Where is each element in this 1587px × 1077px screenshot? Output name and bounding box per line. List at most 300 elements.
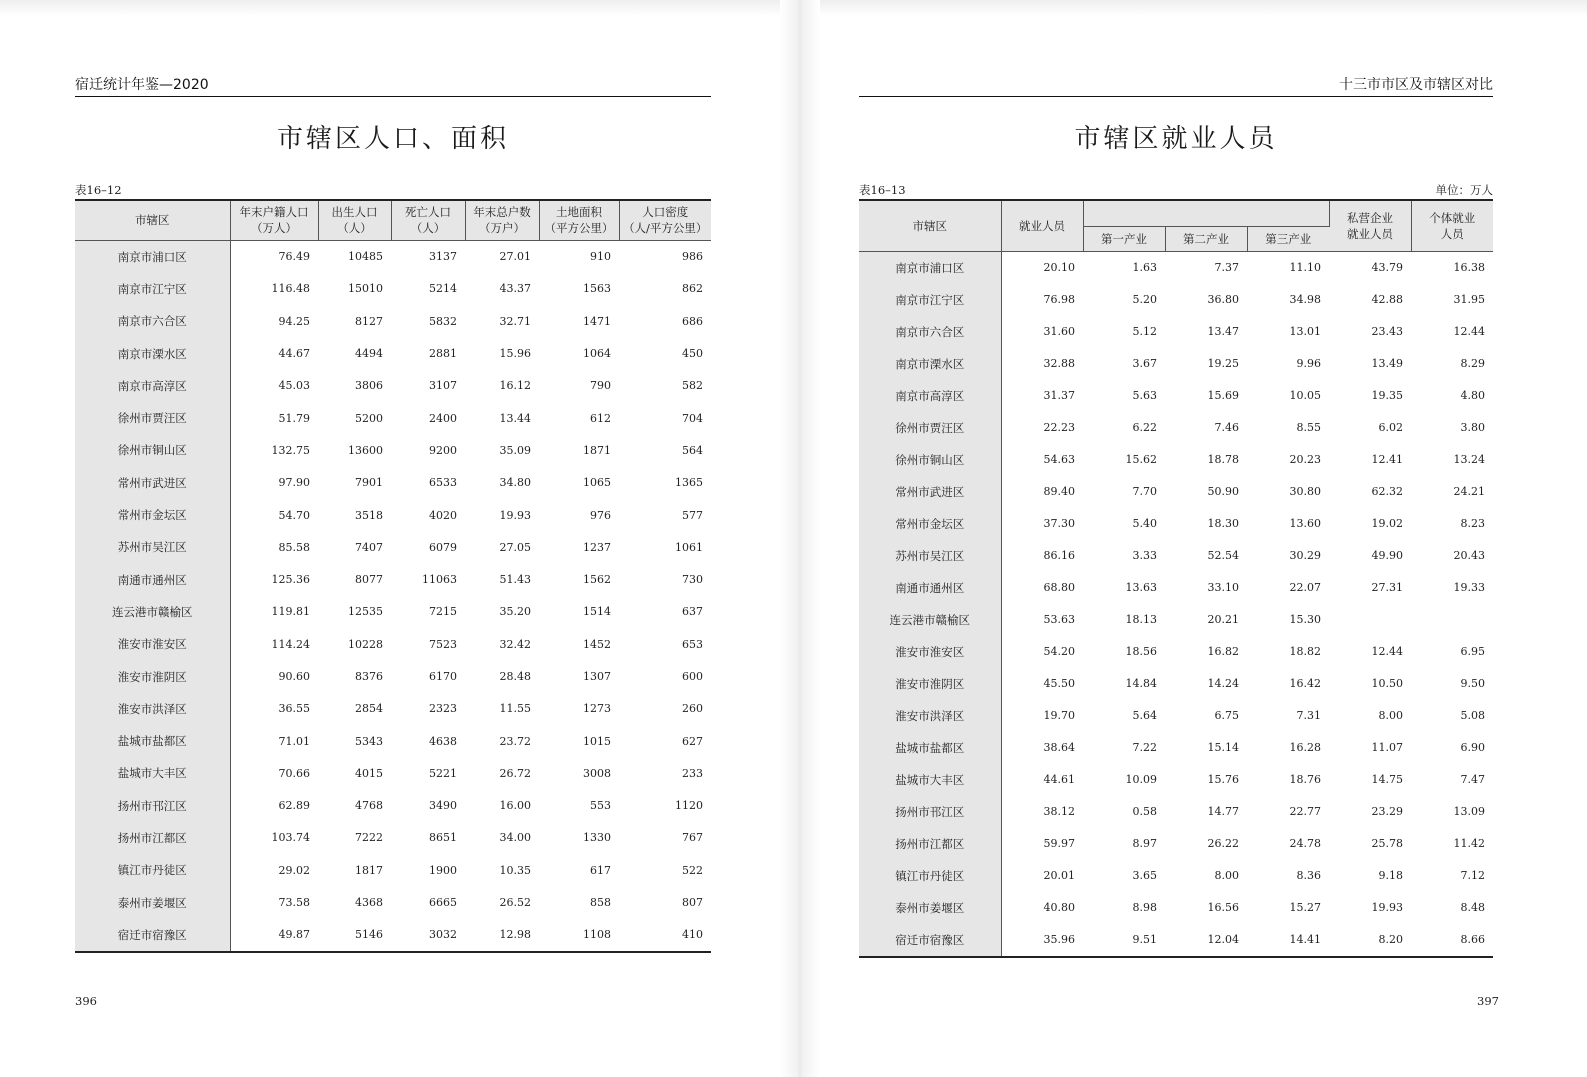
value-cell: 43.79 [1371,261,1403,274]
value-cell: 16.12 [499,379,531,393]
header-cell [465,200,539,240]
value-cell: 27.01 [499,250,531,264]
value-cell: 3.65 [1132,869,1157,882]
district-cell: 盐城市盐都区 [859,732,1001,764]
value-cell: 30.80 [1289,485,1321,498]
value-cell: 6.90 [1460,741,1485,754]
value-cell: 59.97 [1043,837,1075,850]
value-cell: 8.97 [1132,837,1157,850]
value-cell: 14.24 [1207,677,1239,690]
table-row [859,604,1493,636]
value-cell: 19.02 [1371,517,1403,530]
value-cell: 5343 [355,734,383,748]
value-cell: 3137 [429,250,457,264]
value-cell: 7.37 [1214,261,1239,274]
value-cell: 36.55 [278,702,310,716]
district-cell: 徐州市铜山区 [859,444,1001,476]
value-cell: 1307 [583,670,611,683]
district-cell: 淮安市淮阴区 [859,668,1001,700]
value-cell: 116.48 [271,282,310,296]
page-number: 396 [75,994,97,1008]
district-cell: 南京市江宁区 [75,273,230,305]
value-cell: 51.43 [499,573,531,587]
value-cell: 6665 [429,896,457,910]
value-cell: 14.84 [1125,677,1157,690]
district-cell: 南京市高淳区 [75,370,230,402]
table-row [75,822,711,854]
district-cell: 淮安市淮安区 [859,636,1001,668]
value-cell: 1015 [583,734,611,748]
value-cell: 38.12 [1043,805,1075,818]
header-primary: 第一产业 [1083,226,1165,251]
value-cell: 68.80 [1043,581,1075,594]
value-cell: 9200 [429,443,457,457]
district-cell: 徐州市贾汪区 [859,412,1001,444]
district-cell: 南京市高淳区 [859,380,1001,412]
district-cell: 苏州市吴江区 [75,531,230,563]
value-cell: 97.90 [278,476,310,490]
value-cell: 11.10 [1289,261,1321,274]
value-cell: 233 [682,766,703,780]
value-cell: 19.35 [1371,389,1403,402]
district-cell: 泰州市姜堰区 [75,886,230,918]
value-cell: 1061 [675,540,703,554]
table-row [859,892,1493,924]
table-row [75,660,711,692]
header-line: 市辖区 [135,213,170,228]
value-cell: 30.29 [1289,549,1321,562]
value-cell: 1562 [583,573,611,587]
value-cell: 13.47 [1207,325,1239,338]
value-cell: 52.54 [1207,549,1239,562]
value-cell: 9.96 [1296,357,1321,370]
value-cell: 260 [682,702,703,716]
value-cell: 36.80 [1207,293,1239,306]
header-line: （人） [337,221,372,236]
value-cell: 7407 [355,540,383,554]
value-cell: 4638 [429,734,457,748]
table-row [75,467,711,499]
value-cell: 19.93 [1371,901,1403,914]
value-cell: 32.88 [1043,357,1075,370]
value-cell: 34.80 [499,476,531,490]
value-cell: 5.63 [1132,389,1157,402]
value-cell: 8.20 [1378,933,1403,946]
header-secondary: 第二产业 [1165,226,1247,251]
value-cell: 730 [682,573,703,587]
table-row [75,305,711,337]
district-cell: 连云港市赣榆区 [859,604,1001,636]
value-cell: 132.75 [271,443,310,457]
value-cell: 23.72 [499,734,531,748]
value-cell: 103.74 [271,831,310,845]
value-cell: 24.21 [1453,485,1485,498]
header-line: （平方公里） [544,221,614,236]
value-cell: 45.03 [278,379,310,393]
value-cell: 11.55 [499,702,531,716]
value-cell: 6170 [429,670,457,683]
value-cell: 6.75 [1214,709,1239,722]
table-row [75,273,711,305]
value-cell: 20.21 [1207,613,1239,626]
value-cell: 790 [590,379,611,393]
table-row [75,499,711,531]
district-cell: 徐州市贾汪区 [75,402,230,434]
value-cell: 1563 [583,282,611,296]
value-cell: 5.40 [1132,517,1157,530]
table-row [859,348,1493,380]
header-line: （人） [410,221,446,236]
value-cell: 9.51 [1132,933,1157,946]
header-district: 市辖区 [859,200,1001,251]
value-cell: 18.13 [1125,613,1157,626]
value-cell: 24.78 [1289,837,1321,850]
value-cell: 40.80 [1043,901,1075,914]
value-cell: 5146 [355,928,383,942]
header-line: 个体就业 [1429,210,1476,225]
table-number: 表16–12 [75,183,122,197]
value-cell: 6.95 [1460,645,1485,658]
value-cell: 564 [682,443,703,457]
value-cell: 12535 [348,605,383,619]
district-cell: 宿迁市宿豫区 [859,924,1001,957]
header-cell [75,200,230,240]
value-cell: 31.60 [1043,325,1075,338]
value-cell [1329,604,1411,636]
value-cell: 19.93 [499,508,531,522]
value-cell: 7.70 [1132,485,1157,498]
value-cell: 51.79 [278,411,310,425]
value-cell: 71.01 [278,734,310,748]
value-cell: 13.09 [1453,805,1485,818]
value-cell: 0.58 [1132,805,1157,818]
header-line: 土地面积 [556,205,602,220]
value-cell: 18.82 [1289,645,1321,658]
value-cell: 19.25 [1207,357,1239,370]
table-row [75,402,711,434]
value-cell: 9.18 [1378,869,1403,882]
header-line: 私营企业 [1347,210,1393,225]
value-cell: 1120 [675,799,703,813]
value-cell: 62.32 [1371,485,1403,498]
table-row [859,636,1493,668]
value-cell: 6.22 [1132,421,1157,434]
value-cell: 15.76 [1207,773,1239,786]
table-row [859,316,1493,348]
table-header-row [859,200,1493,226]
district-cell: 南京市浦口区 [859,251,1001,284]
value-cell: 19.70 [1043,709,1075,722]
district-cell: 淮安市洪泽区 [75,693,230,725]
value-cell: 1064 [583,347,611,361]
value-cell: 31.37 [1043,389,1075,402]
header-line: 年末户籍人口 [239,205,309,220]
value-cell: 20.23 [1289,453,1321,466]
value-cell: 2400 [429,411,457,425]
value-cell: 8.00 [1214,869,1239,882]
table-row [859,700,1493,732]
value-cell: 15.30 [1289,613,1321,626]
value-cell: 522 [682,863,703,877]
value-cell: 12.98 [499,928,531,942]
value-cell: 18.30 [1207,517,1239,530]
value-cell: 90.60 [278,670,310,683]
value-cell: 10485 [348,250,383,264]
value-cell: 7215 [429,605,457,619]
table-row [859,796,1493,828]
table-row [859,444,1493,476]
value-cell: 3.33 [1132,549,1157,562]
value-cell: 28.48 [499,670,531,683]
value-cell: 15.69 [1207,389,1239,402]
value-cell: 1514 [583,605,611,619]
district-cell: 苏州市吴江区 [859,540,1001,572]
value-cell: 553 [590,799,611,813]
value-cell: 16.56 [1207,901,1239,914]
value-cell: 26.52 [499,896,531,910]
value-cell: 3008 [583,766,611,780]
header-line: 人口密度 [642,205,689,220]
value-cell: 38.64 [1043,741,1075,754]
value-cell: 33.10 [1207,581,1239,594]
value-cell: 686 [682,314,703,328]
value-cell: 54.63 [1043,453,1075,466]
value-cell: 7.12 [1460,869,1485,882]
table-row [859,828,1493,860]
table-row [859,732,1493,764]
value-cell: 627 [682,734,703,748]
value-cell: 5.08 [1460,709,1485,722]
value-cell: 3806 [355,379,383,393]
value-cell: 19.33 [1453,581,1485,594]
value-cell: 2323 [429,702,457,716]
value-cell: 62.89 [278,799,310,813]
table-row [75,790,711,822]
value-cell: 704 [682,411,703,425]
district-cell: 南京市六合区 [75,305,230,337]
value-cell: 1471 [583,314,611,328]
page-title: 市辖区人口、面积 [276,124,509,154]
value-cell: 12.04 [1207,933,1239,946]
value-cell: 16.00 [499,799,531,813]
header-cell [318,200,391,240]
district-cell: 盐城市盐都区 [75,725,230,757]
table-row [75,596,711,628]
district-cell: 泰州市姜堰区 [859,892,1001,924]
value-cell: 8.00 [1378,709,1403,722]
value-cell: 6079 [429,540,457,554]
value-cell: 8127 [355,314,383,328]
header-line: 死亡人口 [405,205,451,220]
district-cell: 淮安市淮阴区 [75,660,230,692]
table-row [75,337,711,369]
district-cell: 盐城市大丰区 [859,764,1001,796]
value-cell: 8.98 [1132,901,1157,914]
value-cell: 43.37 [499,282,531,296]
value-cell: 862 [682,282,703,296]
district-cell: 南京市浦口区 [75,240,230,273]
value-cell: 910 [590,250,611,264]
value-cell: 26.22 [1207,837,1239,850]
district-cell: 淮安市洪泽区 [859,700,1001,732]
value-cell: 16.82 [1207,645,1239,658]
header-cell [619,200,711,240]
table-row [859,572,1493,604]
value-cell: 5214 [429,282,457,296]
value-cell: 8.55 [1296,421,1321,434]
value-cell: 612 [590,411,611,425]
value-cell: 7.22 [1132,741,1157,754]
value-cell: 14.77 [1207,805,1239,818]
value-cell: 23.43 [1371,325,1403,338]
value-cell: 13.44 [499,411,531,425]
table-row [75,628,711,660]
value-cell: 49.90 [1371,549,1403,562]
value-cell: 8.29 [1460,357,1485,370]
value-cell: 22.07 [1289,581,1321,594]
value-cell: 1452 [583,637,611,651]
table-row [859,284,1493,316]
value-cell: 20.10 [1043,261,1075,274]
value-cell: 13.60 [1289,517,1321,530]
value-cell: 858 [590,896,611,910]
header-line: （万户） [479,221,525,236]
value-cell: 76.49 [278,250,310,264]
header-cell [539,200,619,240]
district-cell: 常州市武进区 [859,476,1001,508]
table-row [859,860,1493,892]
value-cell: 617 [590,863,611,877]
value-cell: 10.09 [1125,773,1157,786]
value-cell: 14.41 [1289,933,1321,946]
district-cell: 镇江市丹徒区 [859,860,1001,892]
table-row [75,725,711,757]
value-cell: 15.14 [1207,741,1239,754]
table-row [859,668,1493,700]
table-row [75,563,711,595]
value-cell: 1237 [583,540,611,554]
value-cell: 119.81 [271,605,310,619]
table-row [75,886,711,918]
value-cell: 94.25 [278,314,310,328]
header-cell [230,200,318,240]
value-cell: 8.23 [1460,517,1485,530]
value-cell: 85.58 [278,540,310,554]
district-cell: 淮安市淮安区 [75,628,230,660]
value-cell: 3032 [429,928,457,942]
value-cell: 6.02 [1378,421,1403,434]
value-cell: 49.87 [278,928,310,942]
value-cell: 1900 [429,863,457,877]
value-cell: 9.50 [1460,677,1485,690]
value-cell: 7901 [355,476,383,490]
value-cell: 32.71 [499,314,531,328]
value-cell: 3490 [429,799,457,813]
value-cell: 1871 [583,443,611,457]
value-cell: 23.29 [1371,805,1403,818]
value-cell: 54.70 [278,508,310,522]
value-cell: 45.50 [1043,677,1075,690]
value-cell: 1817 [355,863,383,877]
value-cell: 27.31 [1371,581,1403,594]
value-cell: 1108 [583,928,611,942]
value-cell: 13.24 [1453,453,1485,466]
value-cell: 44.61 [1043,773,1075,786]
district-cell: 盐城市大丰区 [75,757,230,789]
district-cell: 常州市武进区 [75,467,230,499]
value-cell: 8.66 [1460,933,1485,946]
value-cell: 10.35 [499,863,531,877]
value-cell: 7.46 [1214,421,1239,434]
value-cell: 986 [682,250,703,264]
value-cell: 582 [682,379,703,393]
value-cell: 32.42 [499,637,531,651]
value-cell: 6533 [429,476,457,490]
right-page [797,0,1587,1077]
value-cell: 70.66 [278,766,310,780]
value-cell: 10228 [348,637,383,651]
value-cell: 13600 [348,443,383,457]
value-cell: 54.20 [1043,645,1075,658]
table-row [859,764,1493,796]
value-cell: 8376 [355,670,383,683]
value-cell: 3.67 [1132,357,1157,370]
value-cell: 53.63 [1043,613,1075,626]
table-row [859,476,1493,508]
table-row [75,919,711,952]
value-cell: 125.36 [271,573,310,587]
header-line: 年末总户数 [473,205,531,220]
value-cell: 50.90 [1207,485,1239,498]
value-cell: 12.44 [1371,645,1403,658]
header-industry-group [1083,200,1329,226]
district-cell: 扬州市邗江区 [859,796,1001,828]
value-cell: 42.88 [1371,293,1403,306]
value-cell: 37.30 [1043,517,1075,530]
value-cell: 16.28 [1289,741,1321,754]
header-individual [1411,200,1493,251]
value-cell: 5832 [429,314,457,328]
value-cell: 7222 [355,831,383,845]
value-cell: 8.36 [1296,869,1321,882]
value-cell: 89.40 [1043,485,1075,498]
employment-table [859,199,1493,958]
table-row [75,693,711,725]
district-cell: 镇江市丹徒区 [75,854,230,886]
value-cell: 1365 [675,476,703,490]
district-cell: 连云港市赣榆区 [75,596,230,628]
table-row [75,757,711,789]
district-cell: 常州市金坛区 [859,508,1001,540]
value-cell: 13.49 [1371,357,1403,370]
value-cell: 15.27 [1289,901,1321,914]
running-head: 十三市市区及市辖区对比 [859,74,1493,97]
value-cell: 2881 [429,347,457,361]
value-cell: 600 [682,670,703,683]
value-cell: 7523 [429,637,457,651]
value-cell: 3.80 [1460,421,1485,434]
value-cell: 35.09 [499,443,531,457]
value-cell: 76.98 [1043,293,1075,306]
district-cell: 宿迁市宿豫区 [75,919,230,952]
value-cell: 73.58 [278,896,310,910]
left-page [0,0,790,1077]
district-cell: 南京市溧水区 [859,348,1001,380]
table-row [75,434,711,466]
value-cell: 450 [682,347,703,361]
value-cell: 22.77 [1289,805,1321,818]
value-cell: 1330 [583,831,611,845]
